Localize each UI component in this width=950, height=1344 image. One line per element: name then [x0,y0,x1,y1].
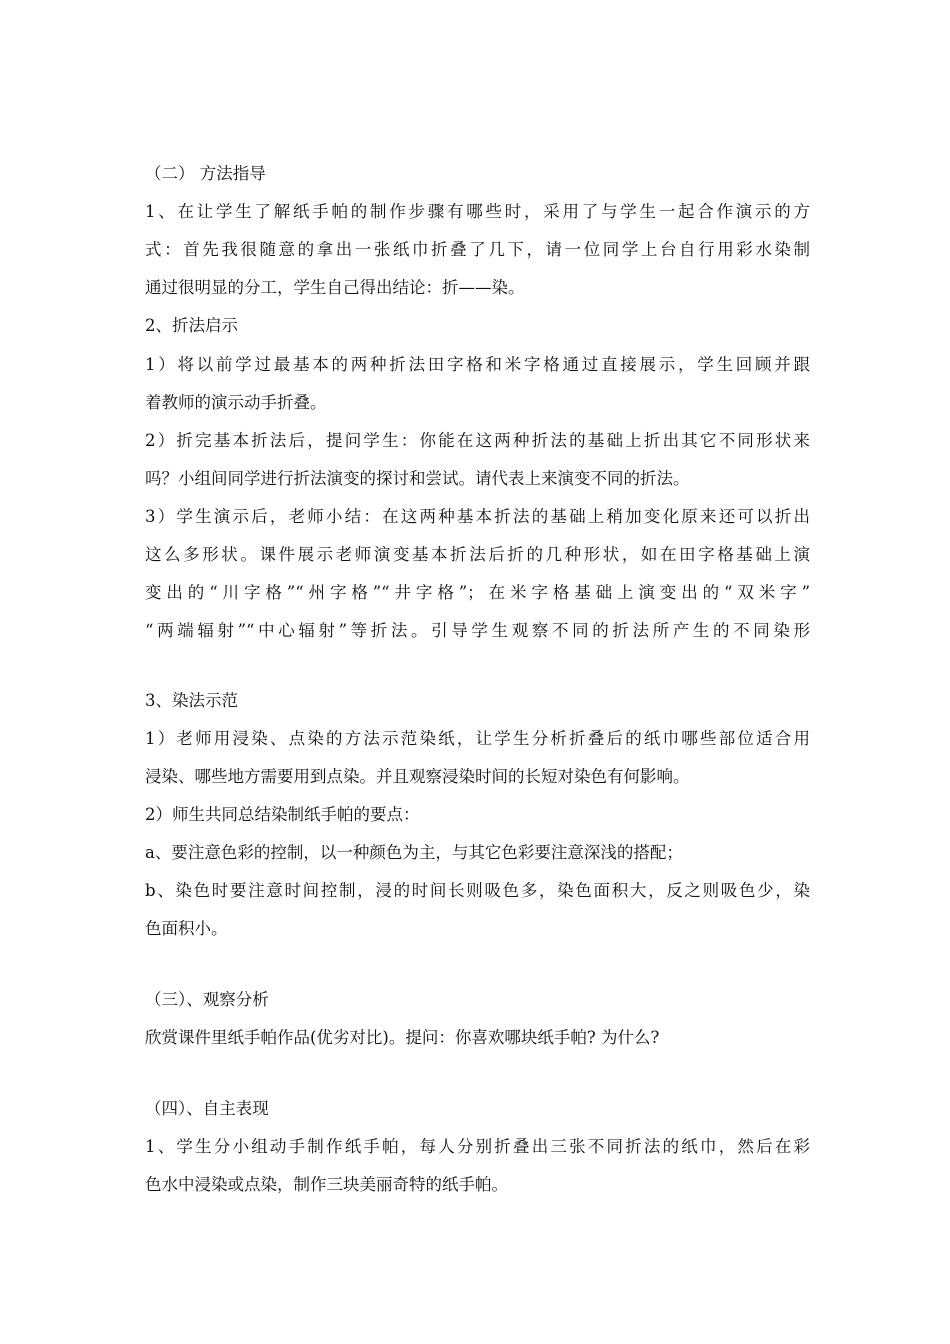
paragraph-line: 1、在让学生了解纸手帕的制作步骤有哪些时，采用了与学生一起合作演示的方 [145,202,810,221]
paragraph-line: a、要注意色彩的控制，以一种颜色为主，与其它色彩要注意深浅的搭配； [145,843,683,862]
paragraph-line: 2）师生共同总结染制纸手帕的要点： [145,805,420,824]
paragraph-line: 1）老师用浸染、点染的方法示范染纸，让学生分析折叠后的纸巾哪些部位适合用 [145,729,810,748]
paragraph-line: 欣赏课件里纸手帕作品(优劣对比)。提问：你喜欢哪块纸手帕? 为什么? [145,1028,660,1047]
paragraph-line: b、染色时要注意时间控制，浸的时间长则吸色多，染色面积大，反之则吸色少，染 [145,881,810,900]
paragraph-line: 这么多形状。课件展示老师演变基本折法后折的几种形状，如在田字格基础上演 [145,545,810,564]
paragraph-line: 1）将以前学过最基本的两种折法田字格和米字格通过直接展示，学生回顾并跟 [145,355,810,374]
paragraph-line: 1、学生分小组动手制作纸手帕，每人分别折叠出三张不同折法的纸巾，然后在彩 [145,1137,810,1156]
subheading-dye: 3、染法示范 [145,691,238,710]
paragraph-line: 着教师的演示动手折叠。 [145,393,327,412]
paragraph-line: 色面积小。 [145,919,228,938]
paragraph-line: “两端辐射”“中心辐射”等折法。引导学生观察不同的折法所产生的不同染形 [145,621,810,640]
paragraph-line: 色水中浸染或点染，制作三块美丽奇特的纸手帕。 [145,1175,508,1194]
section-heading-3: （三）、观察分析 [145,990,269,1009]
paragraph-line: 浸染、哪些地方需要用到点染。并且观察浸染时间的长短对染色有何影响。 [145,767,690,786]
section-heading-2: （二） 方法指导 [145,164,266,183]
paragraph-line: 3）学生演示后，老师小结：在这两种基本折法的基础上稍加变化原来还可以折出 [145,507,810,526]
paragraph-line: 式：首先我很随意的拿出一张纸巾折叠了几下，请一位同学上台自行用彩水染制 [145,240,810,259]
section-heading-4: （四）、自主表现 [145,1099,269,1118]
paragraph-line: 通过很明显的分工，学生自己得出结论：折——染。 [145,278,525,297]
subheading-fold: 2、折法启示 [145,316,238,335]
paragraph-line: 吗？小组间同学进行折法演变的探讨和尝试。请代表上来演变不同的折法。 [145,469,690,488]
paragraph-line: 2）折完基本折法后，提问学生：你能在这两种折法的基础上折出其它不同形状来 [145,431,810,450]
paragraph-line: 变出的“川字格”“州字格”“井字格”；在米字格基础上演变出的“双米字” [145,583,810,602]
